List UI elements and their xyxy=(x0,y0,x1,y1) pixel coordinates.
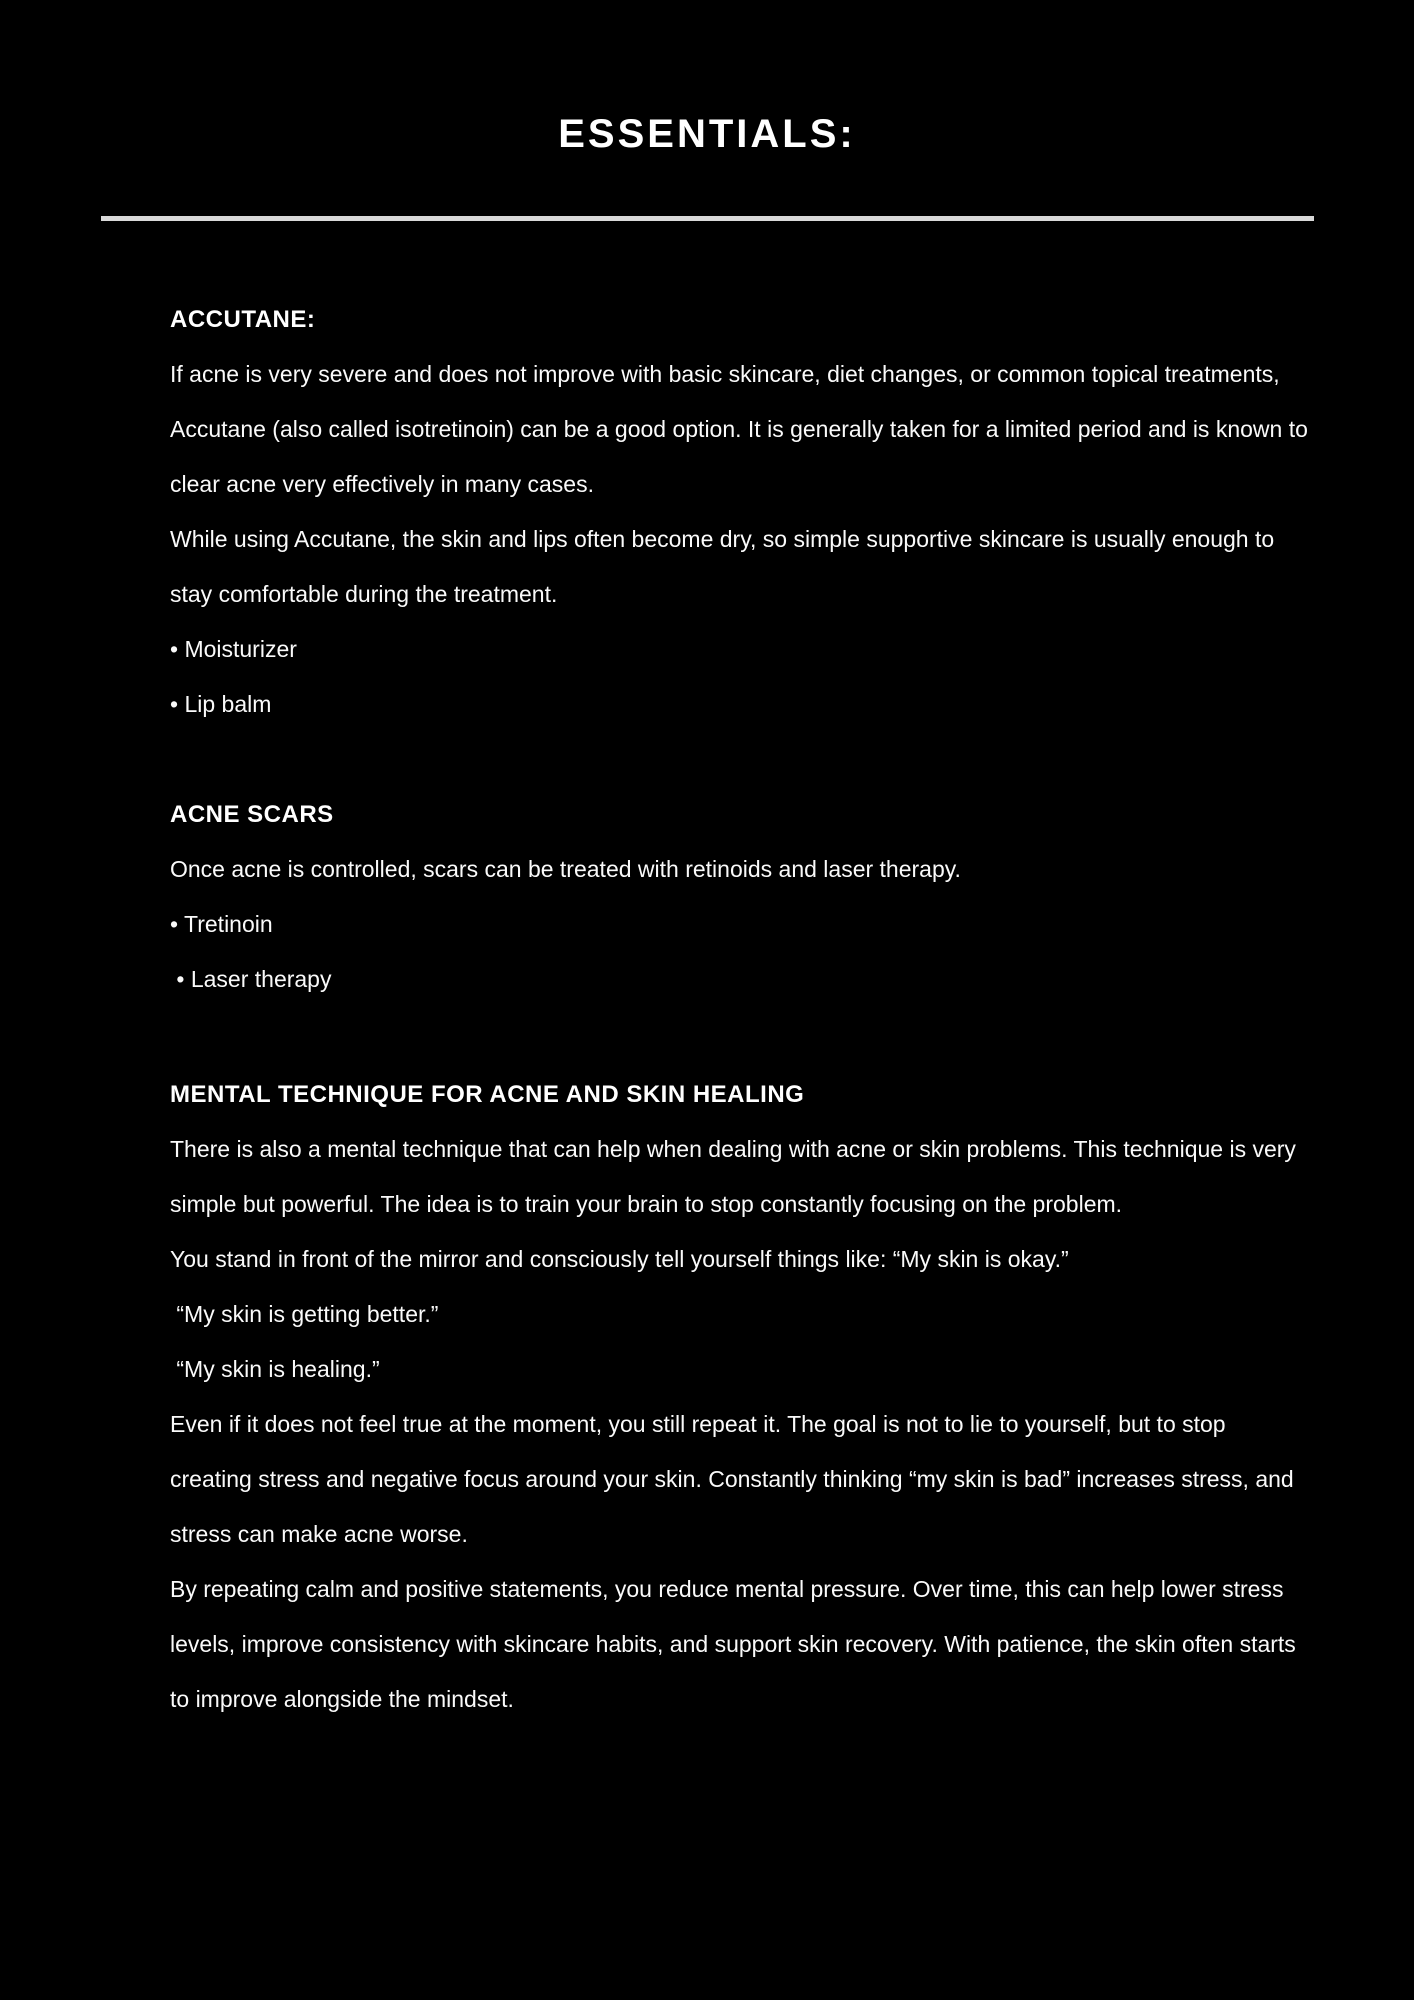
quote-skin-healing: “My skin is healing.” xyxy=(170,1356,380,1382)
bullet-tretinoin: • Tretinoin xyxy=(170,911,273,937)
bullet-laser-therapy: • Laser therapy xyxy=(170,966,332,992)
paragraph-accutane-intro: If acne is very severe and does not improve with basic skincare, diet changes, or common topical treatments, Accutane (also called isotretinoin) can be a good option. It is generally taken for a limited period and is known to clear acne very effectively in many cases. xyxy=(170,361,1315,497)
section-mental-technique xyxy=(170,1067,1310,1727)
bullet-moisturizer: • Moisturizer xyxy=(170,636,297,662)
page-content xyxy=(170,221,1315,1727)
quote-skin-getting-better: “My skin is getting better.” xyxy=(170,1301,439,1327)
paragraph-accutane-dryness: While using Accutane, the skin and lips often become dry, so simple supportive skincare is usually enough to stay comfortable during the treatment. xyxy=(170,526,1281,607)
section-heading-mental-technique: MENTAL TECHNIQUE FOR ACNE AND SKIN HEALING xyxy=(170,1081,805,1108)
paragraph-mirror: You stand in front of the mirror and consciously tell yourself things like: “My skin is okay.” xyxy=(170,1246,1069,1272)
page-title: ESSENTIALS: xyxy=(558,112,856,156)
section-heading-acne-scars: ACNE SCARS xyxy=(170,801,334,828)
paragraph-acne-scars: Once acne is controlled, scars can be treated with retinoids and laser therapy. xyxy=(170,856,961,882)
section-accutane xyxy=(170,292,1315,732)
paragraph-repeat-goal: Even if it does not feel true at the moment, you still repeat it. The goal is not to lie to yourself, but to stop creating stress and negative focus around your skin. Constantly thinking “my skin is bad” increases stress, and stress can make acne worse. xyxy=(170,1411,1301,1547)
section-heading-accutane: ACCUTANE: xyxy=(170,306,316,333)
paragraph-mental-intro: There is also a mental technique that can help when dealing with acne or skin problems. This technique is very simple but powerful. The idea is to train your brain to stop constantly focusing on the problem. xyxy=(170,1136,1303,1217)
bullet-lip-balm: • Lip balm xyxy=(170,691,272,717)
section-acne-scars xyxy=(170,787,1310,1007)
paragraph-calm-statements: By repeating calm and positive statements, you reduce mental pressure. Over time, this can help lower stress levels, improve consistency with skincare habits, and support skin recovery. With patience, the skin often starts to improve alongside the mindset. xyxy=(170,1576,1303,1712)
